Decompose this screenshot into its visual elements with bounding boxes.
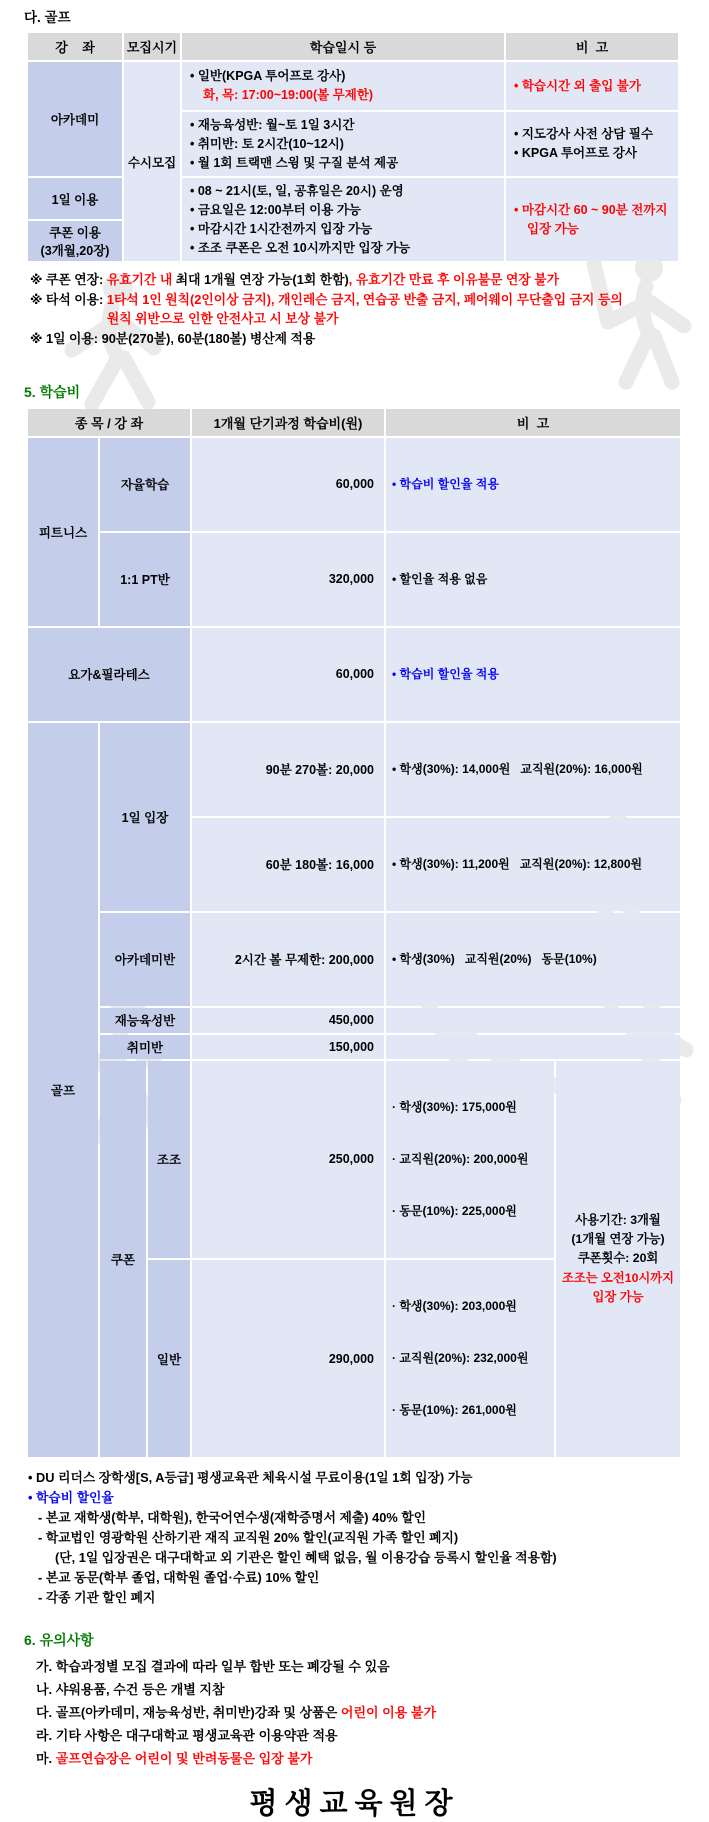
caution-item-na: 나. 샤워용품, 수건 등은 개별 지참 bbox=[36, 1682, 225, 1698]
usage-line-red: 입장 가능 bbox=[592, 1289, 644, 1304]
note-black: • 학생(30%): 14,000원 교직원(20%): 16,000원 bbox=[392, 761, 674, 778]
table1-footnotes bbox=[30, 270, 709, 348]
schedule-line: • 08 ~ 21시(토, 일, 공휴일은 20시) 운영 bbox=[190, 182, 496, 201]
t2-fitness-label: 피트니스 bbox=[28, 438, 98, 626]
schedule-line: • 조조 쿠폰은 오전 10시까지만 입장 가능 bbox=[190, 239, 496, 258]
discount-item: - 각종 기관 할인 폐지 bbox=[38, 1588, 709, 1608]
schedule-line: • 취미반: 토 2시간(10~12시) bbox=[190, 135, 496, 154]
caution-ma-red: 골프연습장은 어린이 및 반려동물은 입장 불가 bbox=[55, 1751, 313, 1767]
section6-heading: 6. 유의사항 bbox=[24, 1631, 94, 1648]
t2-coupon-general-fee: 290,000 bbox=[192, 1260, 384, 1457]
t1-header-schedule: 학습일시 등 bbox=[182, 33, 504, 60]
t2-talent-fee: 450,000 bbox=[192, 1008, 384, 1033]
t2-hobby-fee: 150,000 bbox=[192, 1035, 384, 1059]
coupon-label-line1: 쿠폰 이용 bbox=[49, 226, 101, 240]
t2-self-fee: 60,000 bbox=[192, 438, 384, 531]
footnote-red: , 유효기간 만료 후 이유불문 연장 불가 bbox=[348, 272, 560, 288]
caution-ma-black: 마. bbox=[36, 1751, 56, 1767]
discount-line: · 학생(30%): 203,000원 bbox=[392, 1298, 548, 1315]
note-line: • 지도강사 사전 상담 필수 bbox=[514, 125, 670, 144]
schedule-time-red: 화, 목: 17:00~19:00(볼 무제한) bbox=[203, 88, 374, 102]
footnote-daily-use: ※ 1일 이용: 90분(270볼), 60분(180볼) 병산제 적용 bbox=[30, 330, 316, 346]
caution-da-red: 어린이 이용 불가 bbox=[340, 1705, 437, 1721]
caution-item-ra: 라. 기타 사항은 대구대학교 평생교육관 이용약관 적용 bbox=[36, 1728, 338, 1744]
t2-day60-fee: 60분 180볼: 16,000 bbox=[192, 818, 384, 911]
t2-yoga-note bbox=[386, 628, 680, 721]
t1-daily-note bbox=[506, 178, 678, 261]
schedule-line: • 금요일은 12:00부터 이용 가능 bbox=[190, 201, 496, 220]
t2-coupon-general-label: 일반 bbox=[148, 1260, 190, 1457]
schedule-line: • 월 1회 트랙맨 스윙 및 구질 분석 제공 bbox=[190, 154, 496, 173]
discount-item: - 학교법인 영광학원 산하기관 재직 교직원 20% 할인(교직원 가족 할인 폐지) bbox=[38, 1528, 709, 1548]
t2-header-fee: 1개월 단기과정 학습비(원) bbox=[192, 409, 384, 436]
t1-academy-general-note bbox=[506, 62, 678, 110]
note-black: • 학생(30%): 11,200원 교직원(20%): 12,800원 bbox=[392, 856, 674, 873]
t2-coupon-usage-box bbox=[556, 1061, 680, 1458]
t1-header-recruit: 모집시기 bbox=[124, 33, 180, 60]
footnote-red-body bbox=[107, 290, 623, 329]
t2-day60-note bbox=[386, 818, 680, 911]
t1-header-note: 비 고 bbox=[506, 33, 678, 60]
golf-course-table bbox=[26, 31, 680, 263]
t2-jojo-note bbox=[386, 1061, 554, 1258]
t2-pt-label: 1:1 PT반 bbox=[100, 533, 190, 626]
t2-self-note bbox=[386, 438, 680, 531]
t1-recruit-anytime: 수시모집 bbox=[124, 62, 180, 261]
footnote-tee-usage bbox=[30, 290, 709, 329]
schedule-line: • 일반(KPGA 투어프로 강사) bbox=[190, 67, 496, 86]
t2-golfacademy-fee: 2시간 볼 무제한: 200,000 bbox=[192, 913, 384, 1006]
note-blue: • 학습비 할인율 적용 bbox=[392, 476, 674, 493]
t2-golf-label: 골프 bbox=[28, 723, 98, 1457]
caution-item-ma bbox=[36, 1747, 709, 1770]
t2-day90-fee: 90분 270볼: 20,000 bbox=[192, 723, 384, 816]
discount-line: · 동문(10%): 225,000원 bbox=[392, 1203, 548, 1220]
schedule-line: • 재능육성반: 월~토 1일 3시간 bbox=[190, 116, 496, 135]
t2-coupon-general-note bbox=[386, 1260, 554, 1457]
section-golf-heading: 다. 골프 bbox=[24, 10, 71, 25]
du-scholar-note: • DU 리더스 장학생[S, A등급] 평생교육관 체육시설 무료이용(1일 1회 입장) 가능 bbox=[28, 1468, 709, 1488]
notice-page bbox=[0, 6, 709, 1820]
t2-coupon-label: 쿠폰 bbox=[100, 1061, 146, 1458]
t1-daily-label: 1일 이용 bbox=[28, 178, 122, 219]
fee-table bbox=[26, 407, 682, 1459]
t1-coupon-label bbox=[28, 221, 122, 262]
signature-director: 평생교육원장 bbox=[249, 1787, 460, 1820]
t2-talent-label: 재능육성반 bbox=[100, 1008, 190, 1033]
schedule-line: • 마감시간 1시간전까지 입장 가능 bbox=[190, 220, 496, 239]
discount-line: · 교직원(20%): 200,000원 bbox=[392, 1151, 548, 1168]
usage-line: 사용기간: 3개월 bbox=[575, 1213, 661, 1228]
footnote-red: 유효기간 내 bbox=[106, 272, 173, 288]
t1-daily-schedule bbox=[182, 178, 504, 261]
section5-heading: 5. 학습비 bbox=[24, 384, 81, 400]
caution-item-da bbox=[36, 1701, 709, 1724]
t1-academy-general-schedule bbox=[182, 62, 504, 110]
discount-item: - 본교 동문(학부 졸업, 대학원 졸업·수료) 10% 할인 bbox=[38, 1568, 709, 1588]
note-line-red: • 학습시간 외 출입 불가 bbox=[514, 77, 670, 96]
note-black: • 학생(30%) 교직원(20%) 동문(10%) bbox=[392, 951, 674, 968]
discount-line: · 교직원(20%): 232,000원 bbox=[392, 1350, 548, 1367]
t2-hobby-note-empty bbox=[386, 1035, 680, 1059]
discount-line: · 학생(30%): 175,000원 bbox=[392, 1099, 548, 1116]
caution-da-black: 다. 골프(아카데미, 재능육성반, 취미반)강좌 및 상품은 bbox=[36, 1705, 341, 1721]
t2-hobby-label: 취미반 bbox=[100, 1035, 190, 1059]
t2-jojo-fee: 250,000 bbox=[192, 1061, 384, 1258]
t2-talent-note-empty bbox=[386, 1008, 680, 1033]
t2-yoga-fee: 60,000 bbox=[192, 628, 384, 721]
footnote-red-line: 1타석 1인 원칙(2인이상 금지), 개인레슨 금지, 연습공 반출 금지, 페어웨이 무단출입 금지 등의 bbox=[106, 291, 623, 307]
t2-golfacademy-note bbox=[386, 913, 680, 1006]
footnote-prefix: ※ 쿠폰 연장: bbox=[30, 272, 107, 288]
coupon-label-line2: (3개월,20장) bbox=[40, 244, 110, 258]
t2-dayentry-label: 1일 입장 bbox=[100, 723, 190, 911]
footnote-prefix: ※ 타석 이용: bbox=[30, 291, 107, 307]
t1-header-course: 강 좌 bbox=[28, 33, 122, 60]
t2-pt-note bbox=[386, 533, 680, 626]
fee-notes bbox=[28, 1468, 709, 1608]
t2-self-label: 자율학습 bbox=[100, 438, 190, 531]
footnote-red-line: 원칙 위반으로 인한 안전사고 시 보상 불가 bbox=[106, 311, 339, 327]
t1-academy-label: 아카데미 bbox=[28, 62, 122, 176]
t2-yoga-label: 요가&필라테스 bbox=[28, 628, 190, 721]
usage-line: 쿠폰횟수: 20회 bbox=[577, 1251, 659, 1266]
discount-rate-title: • 학습비 할인율 bbox=[28, 1488, 709, 1508]
t2-jojo-label: 조조 bbox=[148, 1061, 190, 1258]
note-blue: • 학습비 할인율 적용 bbox=[392, 666, 674, 683]
footnote-coupon-extension bbox=[30, 270, 709, 289]
t2-pt-fee: 320,000 bbox=[192, 533, 384, 626]
t2-header-note: 비 고 bbox=[386, 409, 680, 436]
discount-line: · 동문(10%): 261,000원 bbox=[392, 1402, 548, 1419]
t2-day90-note bbox=[386, 723, 680, 816]
t2-header-course: 종 목 / 강 좌 bbox=[28, 409, 190, 436]
note-black: • 할인율 적용 없음 bbox=[392, 571, 674, 588]
t1-academy-class-note bbox=[506, 112, 678, 176]
usage-line-red: 조조는 오전10시까지 bbox=[561, 1270, 675, 1285]
usage-line: (1개월 연장 가능) bbox=[571, 1232, 665, 1247]
t1-academy-class-schedule bbox=[182, 112, 504, 176]
footnote-black: 최대 1개월 연장 가능(1회 한함) bbox=[172, 272, 349, 288]
caution-items bbox=[36, 1655, 709, 1771]
discount-item-sub: (단, 1일 입장권은 대구대학교 외 기관은 할인 혜택 없음, 월 이용강습 등록시 할인율 적용함) bbox=[55, 1550, 557, 1566]
caution-item-ga: 가. 학습과정별 모집 결과에 따라 일부 합반 또는 폐강될 수 있음 bbox=[36, 1658, 390, 1674]
t2-golfacademy-label: 아카데미반 bbox=[100, 913, 190, 1006]
discount-item: - 본교 재학생(학부, 대학원), 한국어연수생(재학증명서 제출) 40% 할인 bbox=[38, 1508, 709, 1528]
note-line: • KPGA 투어프로 강사 bbox=[514, 144, 670, 163]
note-line-red: • 마감시간 60 ~ 90분 전까지 입장 가능 bbox=[514, 201, 670, 239]
